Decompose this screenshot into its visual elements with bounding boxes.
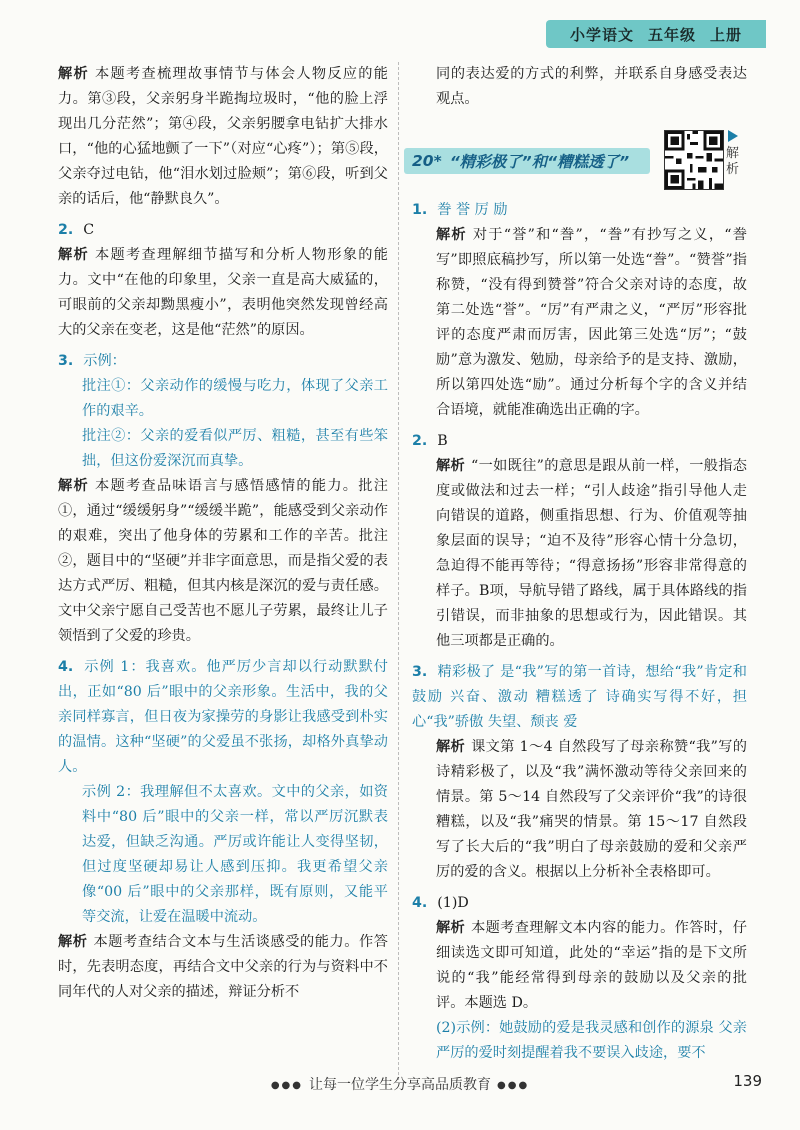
analysis-label: 解析 (58, 247, 89, 263)
answer: B (437, 433, 448, 449)
analysis-paragraph: 解析 本题考查梳理故事情节与体会人物反应的能力。第③段，父亲躬身半跪掏垃圾时，“他的脸上浮现出几分茫然”；第④段，父亲躬腰拿电钻扩大排水口，“他的心猛地颤了一下”（对应“心疼”）；第⑤段，父亲夺过电钻，他“泪水划过脸颊”；第⑥段，听到父亲的话后，他“静默良久”。 (58, 66, 388, 207)
question-3: 3. 示例： (58, 353, 126, 369)
annotation-1: 批注①：父亲动作的缓慢与吃力，体现了父亲工作的艰辛。 (82, 378, 388, 419)
header-grade: 五年级 (647, 25, 696, 44)
question-2: 2. B (412, 433, 448, 449)
analysis-paragraph: 解析 “一如既往”的意思是跟从前一样，一般指态度或做法和过去一样；“引人歧途”指引导他人走向错误的道路，侧重指思想、行为、价值观等抽象层面的误导；“迫不及待”形容心情十分急切，急迫得不能再等待；“得意扬扬”形容非常得意的样子。B项，导航导错了路线，属于具体路线的指引错误，而非抽象的思想或行为，因此错误。其他三项都是正确的。 (436, 458, 747, 649)
dots-icon: ●●● (270, 1079, 303, 1091)
analysis-label: 解析 (58, 934, 88, 950)
section-title-bar (404, 148, 650, 174)
analysis-paragraph: 解析 本题考查理解文本内容的能力。作答时，仔细读选文即可知道，此处的“幸运”指的是下文所说的“我”能经常得到母亲的鼓励以及父亲的批评。本题选 D。 (436, 920, 747, 1011)
footer-slogan: ●●● 让每一位学生分享高品质教育 ●●● (270, 1077, 530, 1093)
example-2: 示例 2：我理解但不太喜欢。文中的父亲，如资料中“80 后”眼中的父亲一样，常以严厉沉默表达爱，但缺乏沟通。严厉或许能让人变得坚韧，但过度坚硬却易让人感到压抑。我更希望父亲像“00 后”眼中的父亲那样，既有原则，又能平等交流，让爱在温暖中流动。 (82, 784, 388, 925)
answer: (1)D (437, 895, 469, 911)
qr-side-label: 解析 (726, 130, 742, 178)
dots-icon: ●●● (497, 1079, 530, 1091)
left-column (58, 62, 388, 1005)
section-number: 20* (412, 152, 442, 170)
answer: C (83, 222, 95, 238)
analysis-paragraph: 解析 课文第 1～4 自然段写了母亲称赞“我”写的诗精彩极了，以及“我”满怀激动等待父亲回来的情景。第 5～14 自然段写了父亲评价“我”的诗很糟糕，以及“我”痛哭的情景。第 15～17 自然段写了长大后的“我”明白了母亲鼓励的爱和父亲严厉的爱的含义。根据以上分析补全表格即可。 (436, 739, 747, 880)
analysis-paragraph: 解析 本题考查品味语言与感悟感情的能力。批注①，通过“缓缓躬身”“缓缓半跪”，能感受到父亲动作的艰难，突出了他身体的劳累和工作的辛苦。批注②，题目中的“坚硬”并非字面意思，而是指父爱的表达方式严厉、粗糙，但其内核是深沉的爱与责任感。文中父亲宁愿自己受苦也不愿儿子劳累，最终让儿子领悟到了父爱的珍贵。 (58, 478, 388, 644)
analysis-label: 解析 (58, 66, 89, 82)
answer-part-2: (2)示例：她鼓励的爱是我灵感和创作的源泉 父亲严厉的爱时刻提醒着我不要误入歧途，要不 (436, 1020, 747, 1061)
analysis-label: 解析 (436, 458, 466, 474)
analysis-label: 解析 (436, 739, 466, 755)
header-subject: 小学语文 (569, 25, 634, 44)
question-4: 4. 示例 1：我喜欢。他严厉少言却以行动默默付出，正如“80 后”眼中的父亲形象。生活中，我的父亲同样寡言，但日夜为家操劳的身影让我感受到朴实的温情。这种“坚硬”的父爱虽不张扬，却格外真挚动人。 (58, 659, 388, 775)
annotation-2: 批注②：父亲的爱看似严厉、粗糙，甚至有些笨拙，但这份爱深沉而真挚。 (82, 428, 388, 469)
analysis-paragraph: 解析 本题考查理解细节描写和分析人物形象的能力。文中“在他的印象里，父亲一直是高大威猛的，可眼前的父亲却黝黑瘦小”，表明他突然发现曾经高大的父亲在变老，这是他“茫然”的原因。 (58, 247, 388, 338)
answer: 誊 誉 厉 励 (437, 202, 508, 218)
play-icon (728, 130, 738, 142)
analysis-label: 解析 (58, 478, 89, 494)
section-heading (412, 120, 747, 190)
section-title: “精彩极了”和“糟糕透了” (449, 153, 630, 171)
question-3: 3. 精彩极了 是“我”写的第一首诗，想给“我”肯定和鼓励 兴奋、激动 糟糕透了 诗确实写得不好，担心“我”骄傲 失望、颓丧 爱 (412, 664, 747, 730)
continued-text: 同的表达爱的方式的利弊，并联系自身感受表达观点。 (436, 66, 747, 107)
question-2: 2. C (58, 222, 95, 238)
question-4: 4. (1)D (412, 895, 469, 911)
column-divider (398, 62, 399, 1080)
header-tag (546, 20, 766, 48)
analysis-label: 解析 (436, 227, 467, 243)
page-number: 139 (733, 1072, 762, 1090)
header-volume: 上册 (710, 25, 743, 44)
analysis-paragraph: 解析 对于“誉”和“誊”，“誊”有抄写之义，“誊写”即照底稿抄写，所以第一处选“誊”。“赞誉”指称赞，“没有得到赞誉”符合父亲对诗的态度，故第二处选“誉”。“厉”有严肃之义，“严厉”形容批评的态度严肃而厉害，因此第三处选“厉”；“鼓励”意为激发、勉励，母亲给予的是支持、激励，所以第四处选“励”。通过分析每个字的含义并结合语境，就能准确选出正确的字。 (436, 227, 747, 418)
analysis-label: 解析 (436, 920, 466, 936)
question-1: 1. 誊 誉 厉 励 (412, 202, 508, 218)
right-column (412, 62, 747, 1066)
analysis-paragraph: 解析 本题考查结合文本与生活谈感受的能力。作答时，先表明态度，再结合文中父亲的行为与资料中不同年代的人对父亲的描述，辩证分析不 (58, 934, 388, 1000)
qr-code-icon[interactable] (664, 130, 724, 190)
answer: 精彩极了 是“我”写的第一首诗，想给“我”肯定和鼓励 兴奋、激动 糟糕透了 诗确实写得不好，担心“我”骄傲 失望、颓丧 爱 (412, 664, 747, 730)
